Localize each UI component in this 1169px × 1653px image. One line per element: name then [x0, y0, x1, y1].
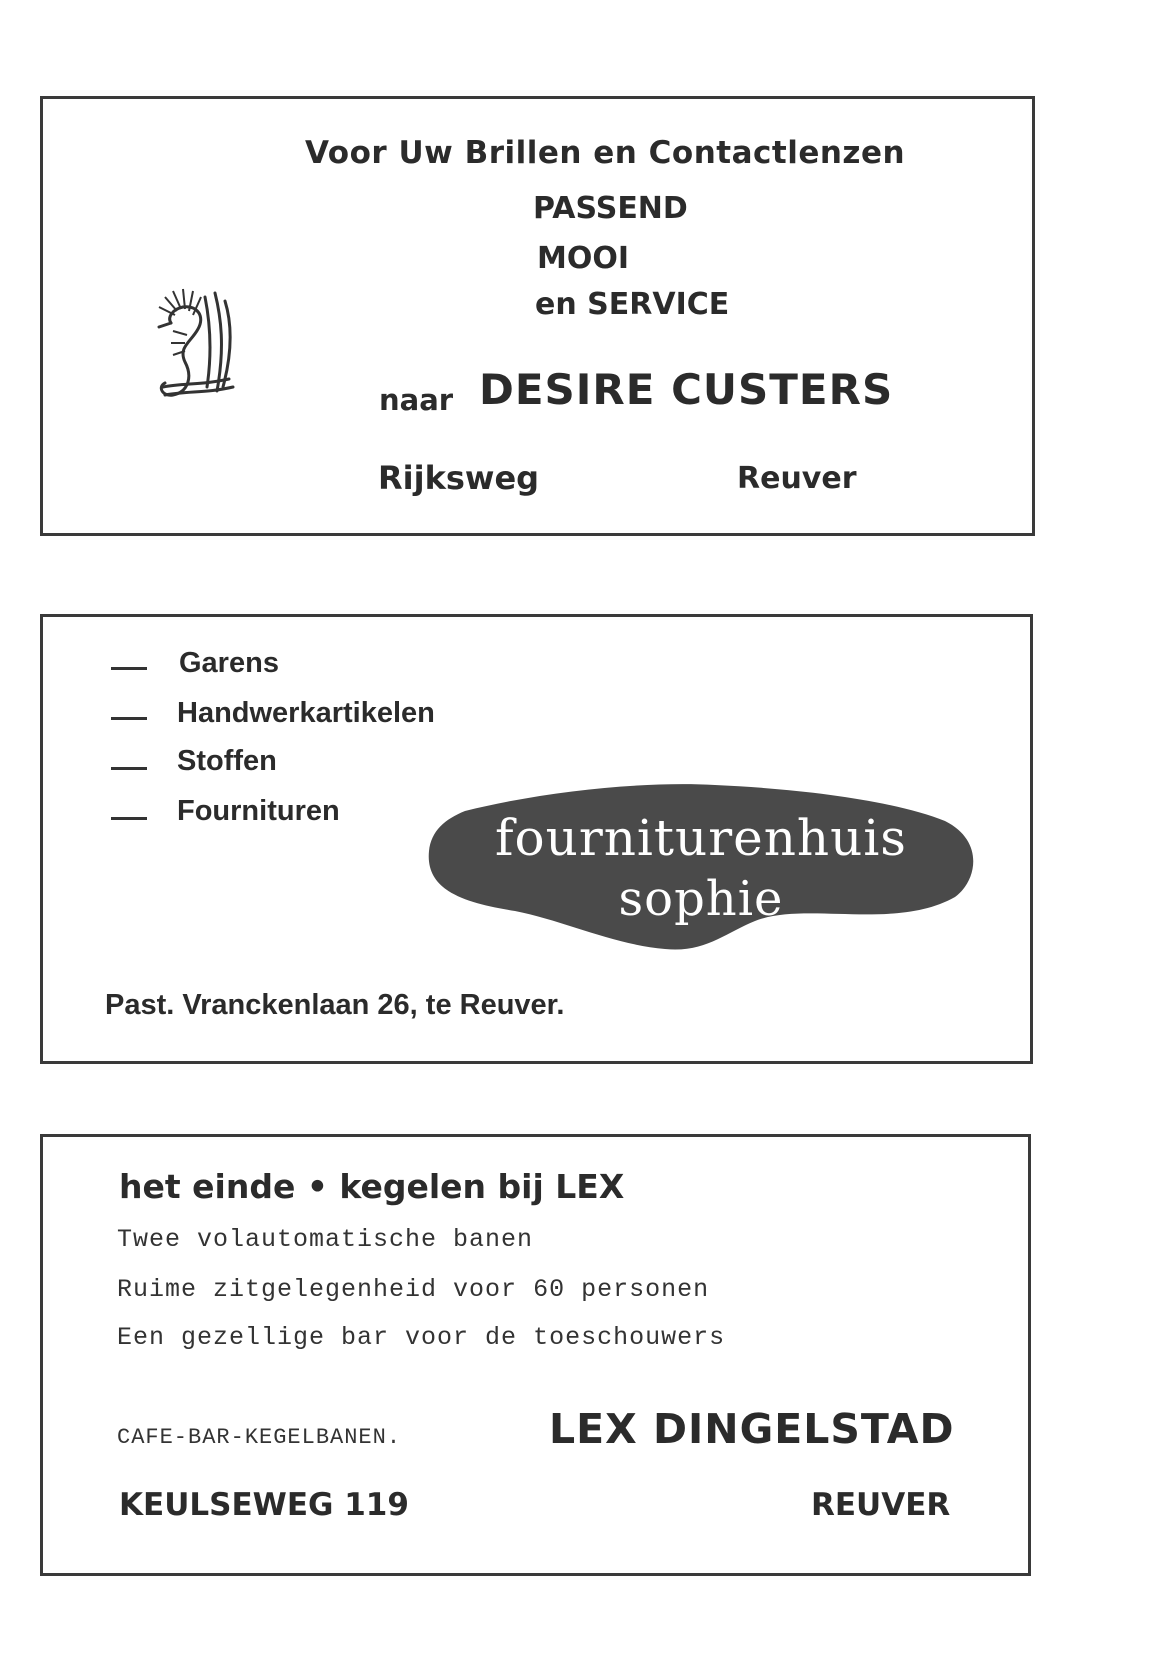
ad3-category: CAFE-BAR-KEGELBANEN. — [117, 1425, 402, 1450]
ad1-line-mooi: MOOI — [537, 241, 630, 276]
brand-badge — [425, 781, 977, 953]
ad1-line-service: en SERVICE — [535, 287, 730, 322]
brand-name-line1: fourniturenhuis — [495, 809, 907, 867]
ad3-name: LEX DINGELSTAD — [549, 1405, 955, 1453]
ad1-line-passend: PASSEND — [533, 191, 688, 226]
list-item: Stoffen — [177, 745, 277, 777]
ad3-line: Ruime zitgelegenheid voor 60 personen — [117, 1275, 710, 1304]
ad3-headline: het einde • kegelen bij LEX — [119, 1167, 625, 1206]
ad3-street: KEULSEWEG 119 — [119, 1487, 409, 1523]
ad-lex-dingelstad — [40, 1134, 1031, 1576]
ad1-naar: naar — [379, 383, 454, 417]
list-item: Fournituren — [177, 795, 340, 827]
ad1-town: Reuver — [737, 461, 857, 496]
ad1-street: Rijksweg — [378, 459, 540, 497]
ad-desire-custers — [40, 96, 1035, 536]
ad3-town: REUVER — [811, 1487, 951, 1523]
ad3-line: Een gezellige bar voor de toeschouwers — [117, 1323, 726, 1352]
ad1-headline: Voor Uw Brillen en Contactlenzen — [305, 135, 906, 171]
ad3-line: Twee volautomatische banen — [117, 1225, 534, 1254]
list-dash — [111, 767, 147, 770]
ad2-address: Past. Vranckenlaan 26, te Reuver. — [105, 989, 565, 1021]
ad1-name: DESIRE CUSTERS — [479, 365, 894, 414]
list-dash — [111, 817, 147, 820]
list-dash — [111, 717, 147, 720]
seahorse-icon — [143, 287, 243, 405]
list-item: Garens — [179, 647, 279, 679]
brand-name-line2: sophie — [618, 871, 784, 927]
list-dash — [111, 667, 147, 670]
list-item: Handwerkartikelen — [177, 697, 435, 729]
ad-fourniturenhuis-sophie — [40, 614, 1033, 1064]
